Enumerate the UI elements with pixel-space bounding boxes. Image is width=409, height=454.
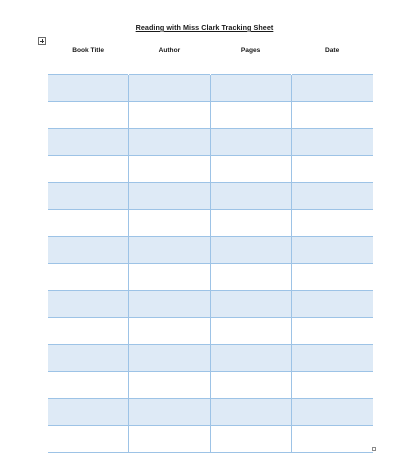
table-cell[interactable]: [129, 426, 210, 453]
table-row: [48, 318, 373, 345]
table-cell[interactable]: [48, 345, 129, 372]
table-cell[interactable]: [291, 237, 372, 264]
table-cell[interactable]: [48, 426, 129, 453]
table-cell[interactable]: [48, 318, 129, 345]
table-cell[interactable]: [210, 372, 291, 399]
table-cell[interactable]: [210, 291, 291, 318]
table-cell[interactable]: [129, 237, 210, 264]
table-cell[interactable]: [210, 156, 291, 183]
table-cell[interactable]: [48, 75, 129, 102]
table-cell[interactable]: [129, 345, 210, 372]
table-row: [48, 372, 373, 399]
header-date: Date: [324, 47, 340, 54]
header-pages: Pages: [240, 47, 261, 54]
table-cell[interactable]: [291, 291, 372, 318]
table-cell[interactable]: [210, 237, 291, 264]
table-cell[interactable]: [129, 75, 210, 102]
table-cell[interactable]: [291, 210, 372, 237]
table-cell[interactable]: [48, 399, 129, 426]
table-cell[interactable]: [291, 399, 372, 426]
table-cell[interactable]: [210, 129, 291, 156]
table-cell[interactable]: [291, 264, 372, 291]
table-cell[interactable]: [291, 183, 372, 210]
table-cell[interactable]: [48, 291, 129, 318]
table-cell[interactable]: [129, 264, 210, 291]
table-row: [48, 156, 373, 183]
table-row: [48, 129, 373, 156]
table-cell[interactable]: [129, 129, 210, 156]
table-cell[interactable]: [48, 264, 129, 291]
table-cell[interactable]: [129, 399, 210, 426]
table-cell[interactable]: [210, 102, 291, 129]
table-cell[interactable]: [210, 210, 291, 237]
table-cell[interactable]: [48, 129, 129, 156]
table-cell[interactable]: [291, 372, 372, 399]
table-row: [48, 210, 373, 237]
document-title: Reading with Miss Clark Tracking Sheet: [135, 23, 274, 32]
table-cell[interactable]: [129, 156, 210, 183]
table-cell[interactable]: [129, 318, 210, 345]
table-cell[interactable]: [48, 210, 129, 237]
table-cell[interactable]: [129, 372, 210, 399]
table-cell[interactable]: [48, 372, 129, 399]
table-row: [48, 237, 373, 264]
header-author: Author: [158, 47, 181, 54]
table-cell[interactable]: [48, 237, 129, 264]
table-body: [48, 75, 373, 453]
table-cell[interactable]: [291, 129, 372, 156]
table-cell[interactable]: [291, 75, 372, 102]
table-resize-handle-icon[interactable]: [372, 447, 376, 451]
table-row: [48, 264, 373, 291]
table-row: [48, 291, 373, 318]
table-cell[interactable]: [210, 264, 291, 291]
table-cell[interactable]: [210, 345, 291, 372]
table-move-handle-icon[interactable]: [38, 37, 46, 45]
table-cell[interactable]: [291, 318, 372, 345]
table-row: [48, 345, 373, 372]
table-row: [48, 426, 373, 453]
tracking-table: [47, 45, 373, 453]
table-cell[interactable]: [210, 183, 291, 210]
table-cell[interactable]: [291, 426, 372, 453]
header-book-title: Book Title: [72, 47, 104, 54]
table-header-row: [48, 45, 373, 75]
table-cell[interactable]: [291, 345, 372, 372]
table-cell[interactable]: [210, 318, 291, 345]
table-row: [48, 183, 373, 210]
table-cell[interactable]: [48, 183, 129, 210]
table-cell[interactable]: [291, 102, 372, 129]
table-cell[interactable]: [210, 426, 291, 453]
table-row: [48, 102, 373, 129]
table-cell[interactable]: [129, 210, 210, 237]
table-cell[interactable]: [48, 102, 129, 129]
table-cell[interactable]: [210, 75, 291, 102]
table-row: [48, 75, 373, 102]
table-cell[interactable]: [291, 156, 372, 183]
table-cell[interactable]: [210, 399, 291, 426]
table-row: [48, 399, 373, 426]
table-cell[interactable]: [129, 183, 210, 210]
table-cell[interactable]: [48, 156, 129, 183]
table-cell[interactable]: [129, 102, 210, 129]
table-cell[interactable]: [129, 291, 210, 318]
